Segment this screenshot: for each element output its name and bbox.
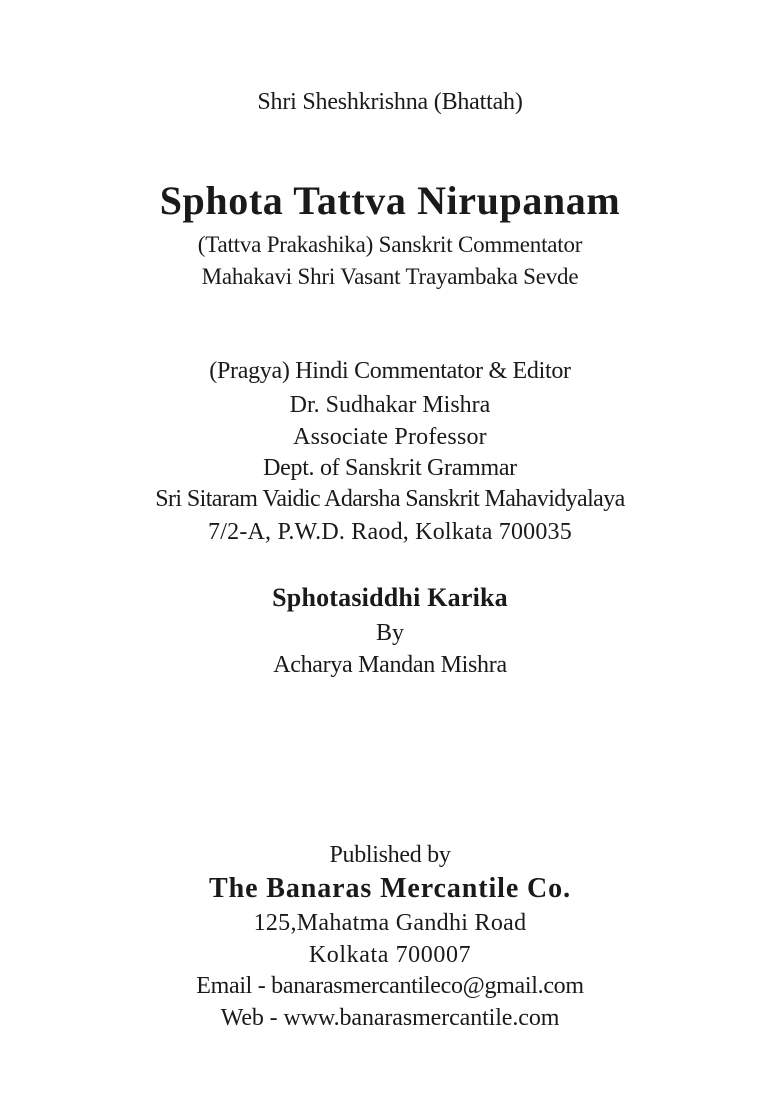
editor-position: Associate Professor xyxy=(293,424,487,450)
publisher-city: Kolkata 700007 xyxy=(308,942,472,968)
editor-institution: Sri Sitaram Vaidic Adarsha Sanskrit Mahavidyalaya xyxy=(155,486,625,512)
book-title: Sphota Tattva Nirupanam xyxy=(159,178,621,223)
published-by-label: Published by xyxy=(329,842,451,868)
work-author: Acharya Mandan Mishra xyxy=(273,652,507,678)
publisher-street: 125,Mahatma Gandhi Road xyxy=(253,910,527,936)
editor-name: Dr. Sudhakar Mishra xyxy=(289,392,491,418)
work-title: Sphotasiddhi Karika xyxy=(272,583,508,612)
work-by: By xyxy=(375,620,404,646)
editor-department: Dept. of Sanskrit Grammar xyxy=(263,455,517,481)
publisher-name: The Banaras Mercantile Co. xyxy=(209,873,571,904)
commentary-line: (Tattva Prakashika) Sanskrit Commentator xyxy=(197,232,583,257)
commentator-name: Mahakavi Shri Vasant Trayambaka Sevde xyxy=(201,264,579,289)
editor-role: (Pragya) Hindi Commentator & Editor xyxy=(209,358,571,384)
publisher-email: Email - banarasmercantileco@gmail.com xyxy=(196,973,584,999)
author-name: Shri Sheshkrishna (Bhattah) xyxy=(257,89,523,115)
editor-address: 7/2-A, P.W.D. Raod, Kolkata 700035 xyxy=(208,519,572,545)
publisher-web: Web - www.banarasmercantile.com xyxy=(220,1005,560,1031)
